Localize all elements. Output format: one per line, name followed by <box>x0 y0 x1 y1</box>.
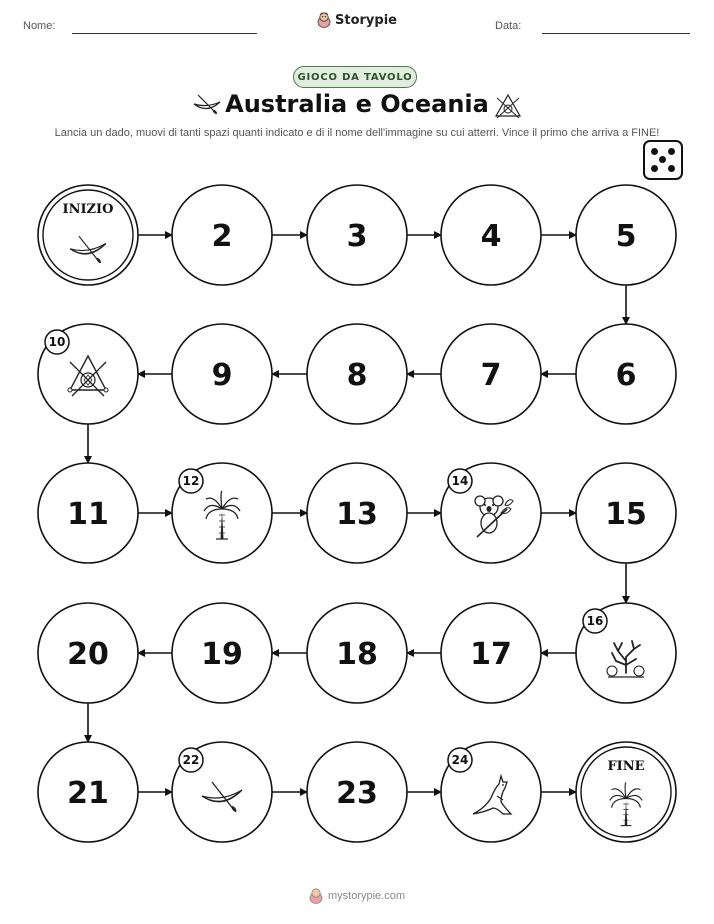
space-number: 6 <box>615 358 637 393</box>
space-number: 21 <box>67 776 109 811</box>
board-space-4[interactable] <box>441 185 541 285</box>
space-number: 8 <box>346 358 368 393</box>
space-badge-number: 24 <box>451 753 469 767</box>
board-space-22[interactable] <box>172 742 272 842</box>
space-number: 11 <box>67 497 109 532</box>
space-number: 7 <box>480 358 502 393</box>
space-number: 13 <box>336 497 378 532</box>
space-number: 5 <box>615 219 637 254</box>
board-space-21[interactable] <box>38 742 138 842</box>
board-space-10[interactable] <box>38 324 138 424</box>
board-space-12[interactable] <box>172 463 272 563</box>
space-number: 9 <box>211 358 233 393</box>
board-space-16[interactable] <box>576 603 676 703</box>
space-number: 19 <box>201 637 243 672</box>
game-type-badge: GIOCO DA TAVOLO <box>293 66 417 88</box>
board-space-9[interactable] <box>172 324 272 424</box>
board-space-19[interactable] <box>172 603 272 703</box>
finish-label: FINE <box>607 759 645 774</box>
board-space-5[interactable] <box>576 185 676 285</box>
space-badge-number: 14 <box>451 474 469 488</box>
board-space-23[interactable] <box>307 742 407 842</box>
date-label: Data: <box>495 20 522 32</box>
board-space-24[interactable] <box>441 742 541 842</box>
board-space-13[interactable] <box>307 463 407 563</box>
space-number: 17 <box>470 637 512 672</box>
board-space-11[interactable] <box>38 463 138 563</box>
space-badge-number: 12 <box>182 474 200 488</box>
page-title: Australia e Oceania <box>225 90 489 118</box>
space-badge-number: 22 <box>182 753 200 767</box>
board-space-8[interactable] <box>307 324 407 424</box>
board-space-7[interactable] <box>441 324 541 424</box>
board-space-14[interactable] <box>441 463 541 563</box>
board-space-18[interactable] <box>307 603 407 703</box>
space-badge-number: 16 <box>586 614 604 628</box>
board-space-2[interactable] <box>172 185 272 285</box>
instructions: Lancia un dado, muovi di tanti spazi quanti indicato e di il nome dell'immagine su cui atterri. Vince il primo che arriva a FINE! <box>54 127 660 139</box>
footer <box>0 888 714 904</box>
board-space-1[interactable] <box>38 185 138 285</box>
space-badge-number: 10 <box>48 335 66 349</box>
space-number: 4 <box>480 219 502 254</box>
start-label: INIZIO <box>62 202 114 217</box>
name-label: Nome: <box>23 20 56 32</box>
space-number: 15 <box>605 497 647 532</box>
board-space-20[interactable] <box>38 603 138 703</box>
board-space-6[interactable] <box>576 324 676 424</box>
space-number: 23 <box>336 776 378 811</box>
storypie-mascot-icon <box>309 888 323 904</box>
board-space-17[interactable] <box>441 603 541 703</box>
space-number: 18 <box>336 637 378 672</box>
brand-name: Storypie <box>335 12 397 28</box>
footer-url[interactable]: mystorypie.com <box>327 890 406 902</box>
board-space-15[interactable] <box>576 463 676 563</box>
space-number: 2 <box>211 219 233 254</box>
board-space-3[interactable] <box>307 185 407 285</box>
space-number: 20 <box>67 637 109 672</box>
board-space-25[interactable] <box>576 742 676 842</box>
space-number: 3 <box>346 219 368 254</box>
